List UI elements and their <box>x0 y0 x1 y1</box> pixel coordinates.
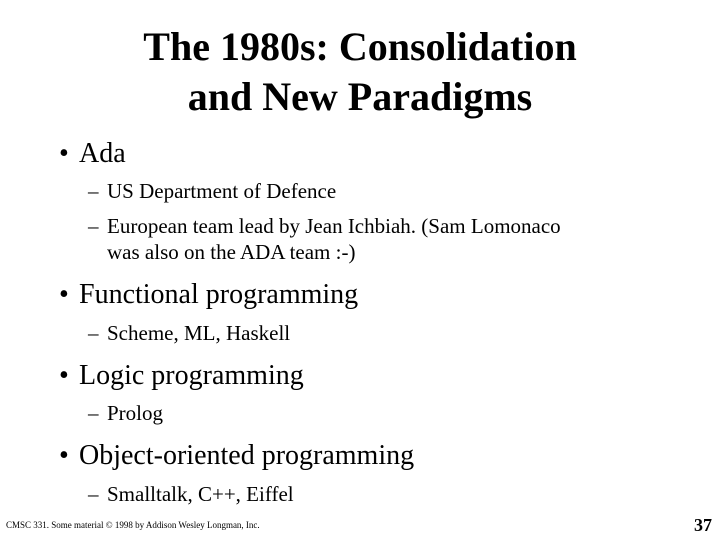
slide-title-line-2: and New Paradigms <box>187 74 533 119</box>
bullet-icon: • <box>59 360 69 391</box>
subitem-text: US Department of Defence <box>107 179 337 203</box>
dash-icon: – <box>88 321 99 345</box>
bullet-text: Object-oriented programming <box>79 440 415 471</box>
bullet-ada <box>59 138 126 170</box>
subitem-text: Prolog <box>107 401 164 425</box>
subitem-european-team <box>88 213 561 265</box>
subitem-scheme-ml-haskell <box>88 320 290 346</box>
bullet-text: Logic programming <box>79 360 304 391</box>
footer-copyright: CMSC 331. Some material © 1998 by Addison Wesley Longman, Inc. <box>6 520 260 530</box>
bullet-icon: • <box>59 279 69 310</box>
dash-icon: – <box>88 214 99 238</box>
subitem-us-department-of-defence <box>88 178 336 204</box>
page-number: 37 <box>694 515 712 535</box>
dash-icon: – <box>88 179 99 203</box>
bullet-text: Ada <box>79 138 126 169</box>
subitem-text: Scheme, ML, Haskell <box>107 321 291 345</box>
dash-icon: – <box>88 401 99 425</box>
bullet-icon: • <box>59 440 69 471</box>
dash-icon: – <box>88 482 99 506</box>
bullet-icon: • <box>59 138 69 169</box>
subitem-text: European team lead by Jean Ichbiah. (Sam Lomonaco <box>107 214 561 238</box>
subitem-prolog <box>88 400 163 426</box>
bullet-logic-programming <box>59 360 304 392</box>
bullet-functional-programming <box>59 279 358 311</box>
bullet-text: Functional programming <box>79 279 359 310</box>
subitem-text-continued: was also on the ADA team :-) <box>107 240 356 264</box>
bullet-object-oriented-programming <box>59 440 414 472</box>
subitem-smalltalk-cpp-eiffel <box>88 481 294 507</box>
subitem-text: Smalltalk, C++, Eiffel <box>107 482 294 506</box>
slide-title-line-1: The 1980s: Consolidation <box>143 24 577 69</box>
